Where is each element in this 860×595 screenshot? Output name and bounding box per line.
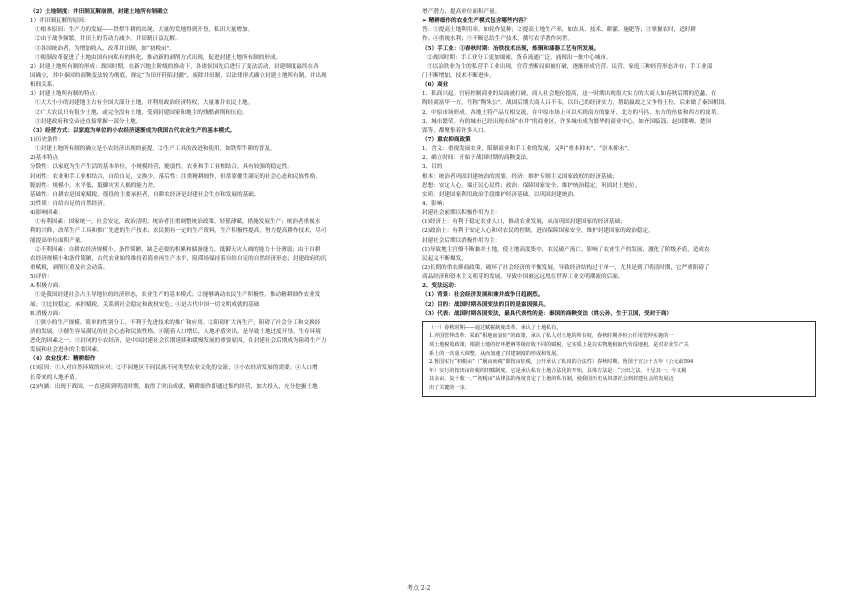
text-line: ②由于战争频繁，井田上的劳动力减少，井田制日益瓦解。 [35, 36, 181, 43]
section-heading: （3）代表：战国时期各国变法，最具代表性的是：秦国的商鞅变法（姓公孙，生于卫国，受封于商） [422, 310, 673, 317]
text-line: 基础性：自耕农是国家赋税、徭役的主要承担者，自耕农经济是封建社会生存和发展的基础。 [30, 191, 260, 198]
text-line: ③以冶铁业为主的私营手工业出现，官营垄断局面被打破，逐渐形成官营、民营、家庭三种经营形态并存；手工业部 [427, 63, 713, 70]
text-line: 封闭性：农业和手工业相结合，自给自足，交换少，落后性：注重精耕细作，但常靠催生满足的社会心态和民族性格。 [30, 173, 321, 180]
text-line: 系上的一次重大调整，从而加速了封建制度的形成和发展。 [429, 350, 562, 357]
section-heading: （2）目的：战国时期各国变法的目的是富国强兵。 [422, 301, 549, 308]
text-line: B.消极方面： [30, 310, 64, 317]
text-line: 思想：安定人心，端正民心民性；政治：保障国家安全，维护统治稳定，巩固封土地位。 [422, 182, 641, 189]
text-line: ①是我国封建社会占主导地位的经济形态，农业生产的基本模式；②能够调动农民生产积极性，推动精耕细作农业发 [35, 292, 321, 299]
text-line: 增产潜力，提高单位面积产量。 [422, 9, 501, 15]
left-column [30, 8, 408, 392]
text-line: ①根本原因：生产力的发展——铁犁牛耕的出现，大量的荒地得到开垦，私田大量增加。 [35, 27, 254, 34]
text-line: 其余亩，复十收一。”“初税亩”从律法的角度肯定了土地的私有制，使我国历史从奴隶社会到封建社会的发展迈 [429, 376, 674, 383]
text-line: 分散性：以家庭为生产生活的基本单位，小规模经营，脆弱性，农业和手工业相结合，具有较强的稳定性。 [30, 164, 293, 171]
text-line: ②广大农民只有很少土地，或完全没有土地，受到封建国家和地主的残酷剥削和压迫。 [35, 109, 248, 116]
section-heading: （1）背景：社会经济发展和兼并战争日趋剧烈。 [422, 292, 544, 299]
section-heading: （4）农业技术：精耕细作 [30, 356, 96, 363]
section-heading: 2、变法运动： [422, 283, 460, 290]
text-line: 2）封建土地所有制的形成：战国时期，在新兴地主阶级的推动下，各诸侯国先后进行了变法活动，封建制度最终在各 [30, 63, 319, 70]
text-line: 陶经商富甲一方，号称“陶朱公”。战国后期大商人吕不韦，以自己的经济实力，帮助嬴政之父争得王位，后来做了秦国相国。 [422, 100, 730, 107]
text-line: 展；③比较稳定，承担赋税，关系到社会稳定和政权安危；④是古代中国一切文明成就的基础 [30, 301, 260, 308]
text-line: ③封建政府和皇帝还直接掌握一部分土地。 [35, 118, 142, 125]
text-line: 1.齐国管仲改革：采取“相地而衰征”的政策，承认了私人对土地的所有权，春秋时期齐桓公任用管仲实施的一 [429, 333, 674, 340]
text-line: 1）井田制瓦解的原因： [30, 18, 90, 25]
right-column [422, 8, 832, 397]
text-line: 民起义不断爆发。 [422, 255, 467, 262]
text-line: ③各国统治者，为增加收入，改革井田制，如“初税亩”。 [35, 45, 175, 52]
text-line: 2、确立时间：开始于战国时期的商鞅变法。 [422, 155, 532, 162]
section-heading: ➢ 精耕细作的农业生产模式包含哪些内容？ [422, 18, 530, 25]
right-text-lines [422, 8, 832, 319]
text-line: 实质：封建国家利用政治手段维护经济基础，以巩固封建统治。 [422, 191, 579, 198]
text-line: 2.鲁国实行“初税亩”（“履亩而税”即按亩征税，公开承认了私田的合法性）春秋时期，鲁国于宣公十五年（公元前594 [429, 359, 694, 366]
text-line: 3)性质：自给自足的自然经济。 [30, 200, 109, 207]
text-line: 项土地税收政策，根据土地的好坏肥瘠等级征收不同的赋税，它实质上是以实物地租取代劳役地租，是对农业生产关 [429, 341, 689, 348]
text-line: 1)历史条件： [30, 136, 64, 143]
section-heading: （5）手工业：①春秋时期：冶铁技术出现，炼铜和漆器工艺有所发展。 [422, 45, 600, 52]
text-line: 利的兴修，改革生产工具和推广先进的生产技术；农民拥有一定的生产资料，生产积极性提高，努力提高耕作技术，尽可 [30, 228, 327, 235]
text-line: 2、中原市场形成。各地土特产品互相交流，在中原市场上可以买到南方的象牙、北方的马匹、东方的鱼盐和西方的皮革。 [422, 109, 723, 116]
text-line: (2)内涵：出现于战国，一直延续到明清时期，取得了突出成就，精耕细作即通过集约经营、加大投入，充分挖掘土地 [30, 383, 318, 390]
text-line: ②不利因素：自耕农经济规模小，条件简陋，缺乏必要的积累和储备能力，抵御天灾人祸的能力十分薄弱；由于自耕 [35, 246, 321, 253]
text-line: 长带来的人地矛盾。 [30, 374, 81, 381]
text-line: (1)原因：①人对自然环境的应对；②不同地区不同民族不同类型农业文化的交流；③小农经济发展的需要；④人口增 [30, 365, 318, 372]
text-line: 门不断增加，技术不断进步。 [422, 72, 495, 79]
text-line: 作；④重视水利；⑤不断总结生产技术，撰写农学著作问世。 [422, 36, 574, 43]
section-heading: （3）经营方式：以家庭为单位的小农经济逐渐成为我国古代农业生产的基本模式。 [30, 127, 236, 134]
text-line: 济的发展。③催生容易满足的社会心态和民族性格。④随着人口增长，人地矛盾突出，是导致土地过度开垦、生存环境 [30, 328, 321, 335]
text-line: 脆弱性：规模小，水平低，抵御灾害人祸的能力差。 [30, 182, 159, 189]
section-heading: （2）土地制度：井田制瓦解崩溃，封建土地所有制确立 [30, 9, 169, 15]
text-line: 1、含义：重视发展农业，限制商业和手工业的发展，又叫“重本抑末”，“崇本抑末”。 [422, 146, 633, 153]
text-line: 封建社会前期以积极作用为主： [422, 210, 501, 217]
page-footer: 考点 2-2 [407, 585, 431, 592]
text-line: ⑤税制改革促进了土地由国有向私有的转化，推动新的剥削方式出现，促进封建土地所有制的形成。 [35, 54, 282, 61]
text-line: 2)基本特点 [30, 155, 59, 162]
text-line: 4、影响： [422, 200, 448, 207]
text-line: 根本：统治者巩固封建统治的需要，经济：维护专制主义国家政权的经济基础； [422, 173, 618, 180]
section-heading: （6）商业 [422, 82, 449, 89]
text-line: 重赋税，剥削压重及社会动荡。 [30, 264, 109, 271]
text-line: 租佃关系。 [30, 82, 58, 89]
text-line: 农经济规模小和条件简陋，古代农业始终维持着简单再生产水平，阻滞场保持着自给自足的自然经济形态；封建政府的沉 [30, 255, 327, 262]
text-line: 恶化的因素之一。⑤封闭的小农经济，是中国封建社会长期延续和缓慢发展的重要原因，在封建社会后期成为阻碍生产力 [30, 338, 327, 345]
text-line: ②战国时期：手工业分工更加细密，货币流通广泛，涌现出一批中心城市。 [427, 54, 612, 61]
text-line: 发展和社会进步的主要因素。 [30, 347, 103, 354]
text-line: 3、目的 [422, 164, 443, 171]
land-reform-note-box [422, 321, 816, 397]
text-line: ①大大小小的封建地主占有全国大部分土地，并利用政治经济特权，大量兼并农民土地。 [35, 100, 254, 107]
text-line: 郢等，都聚集着许多人口。 [422, 127, 490, 134]
text-line: (2)长期的重农抑商政策，破坏了社会经济的平衡发展，导致经济结构过于单一，尤其是到了明清时期，它严重阻碍了 [422, 264, 710, 271]
text-line: 封建社会后期以消极作用为主： [422, 237, 501, 244]
text-line: 国确立，其中秦国的商鞅变法较为彻底，规定“为田开阡陌封疆”，废除井田制，以法律形式确立封建土地所有制，并出现 [30, 72, 327, 79]
text-line: 3、城市繁荣。有的城市已经出现市场“市井”的商业区，许多城市成为繁华的商业中心，如齐国临淄、赵国邯郸、楚国 [422, 118, 711, 125]
text-line: A.积极方面： [30, 283, 64, 290]
text-line: 答：①提高土地利用率，如轮作复种；②提高土地生产率，如农具、技术、耕灌、施肥等；③掌握农时，适时耕 [422, 27, 697, 34]
text-line: 3）封建土地所有制的特点： [30, 91, 101, 98]
text-line: （一）春秋时期——通过赋税制度改革，承认了土地私有。 [429, 324, 562, 331]
text-line: (1)经济上：有利于稳定农业人口，推动农业发展，从而巩固封建国家的经济基础； [422, 219, 626, 226]
text-line: 商品经济和资本主义萌芽的发展，导致中国被远远甩在世界工业文明潮流的后面。 [422, 274, 624, 281]
text-line: (1)导致地主官僚不断兼并土地，使土地高度集中，农民破产流亡，影响了农业生产的发展，激化了阶级矛盾，造成农 [422, 246, 710, 253]
text-line: ①有利因素：国家统一，社会安定，政治清明；统治者注重调整统治政策，轻徭薄赋，措施发展生产；统治者重视水 [35, 219, 321, 226]
text-line: (2)政治上：有利于安定人心和对农民的控制，进而保障国家安全，维护封建国家的政治稳定。 [422, 228, 654, 235]
text-line: 1、私商兴起。官府控制商业的局面被打破，商人社会地位提高，这一时期出现很大实力的大商人如春秋后期的范蠡，在 [422, 91, 717, 98]
section-heading: （7）重农抑商政策 [422, 136, 471, 143]
text-line: ①封建土地所有制的确立是小农经济出现的前提。②生产工具的改进和使用，如铁犁牛耕的普及。 [35, 146, 276, 153]
text-line: ①狭小的生产规模、简单的性别分工，不利于先进技术的推广和应用。②阻碍扩大再生产，阻碍了社会分工和交换经 [35, 319, 321, 326]
text-line: 4)影响因素： [30, 210, 64, 217]
text-line: 年）实行的按田亩征税的田赋制度。它是承认私有土地合法化的开始，具体方法是：“公田之法，十足其一；今又履 [429, 367, 687, 374]
text-line: 出了关键的一步。 [429, 384, 470, 391]
text-line: 能提高单位面积产量。 [30, 237, 86, 244]
text-line: 5)评价： [30, 274, 53, 281]
